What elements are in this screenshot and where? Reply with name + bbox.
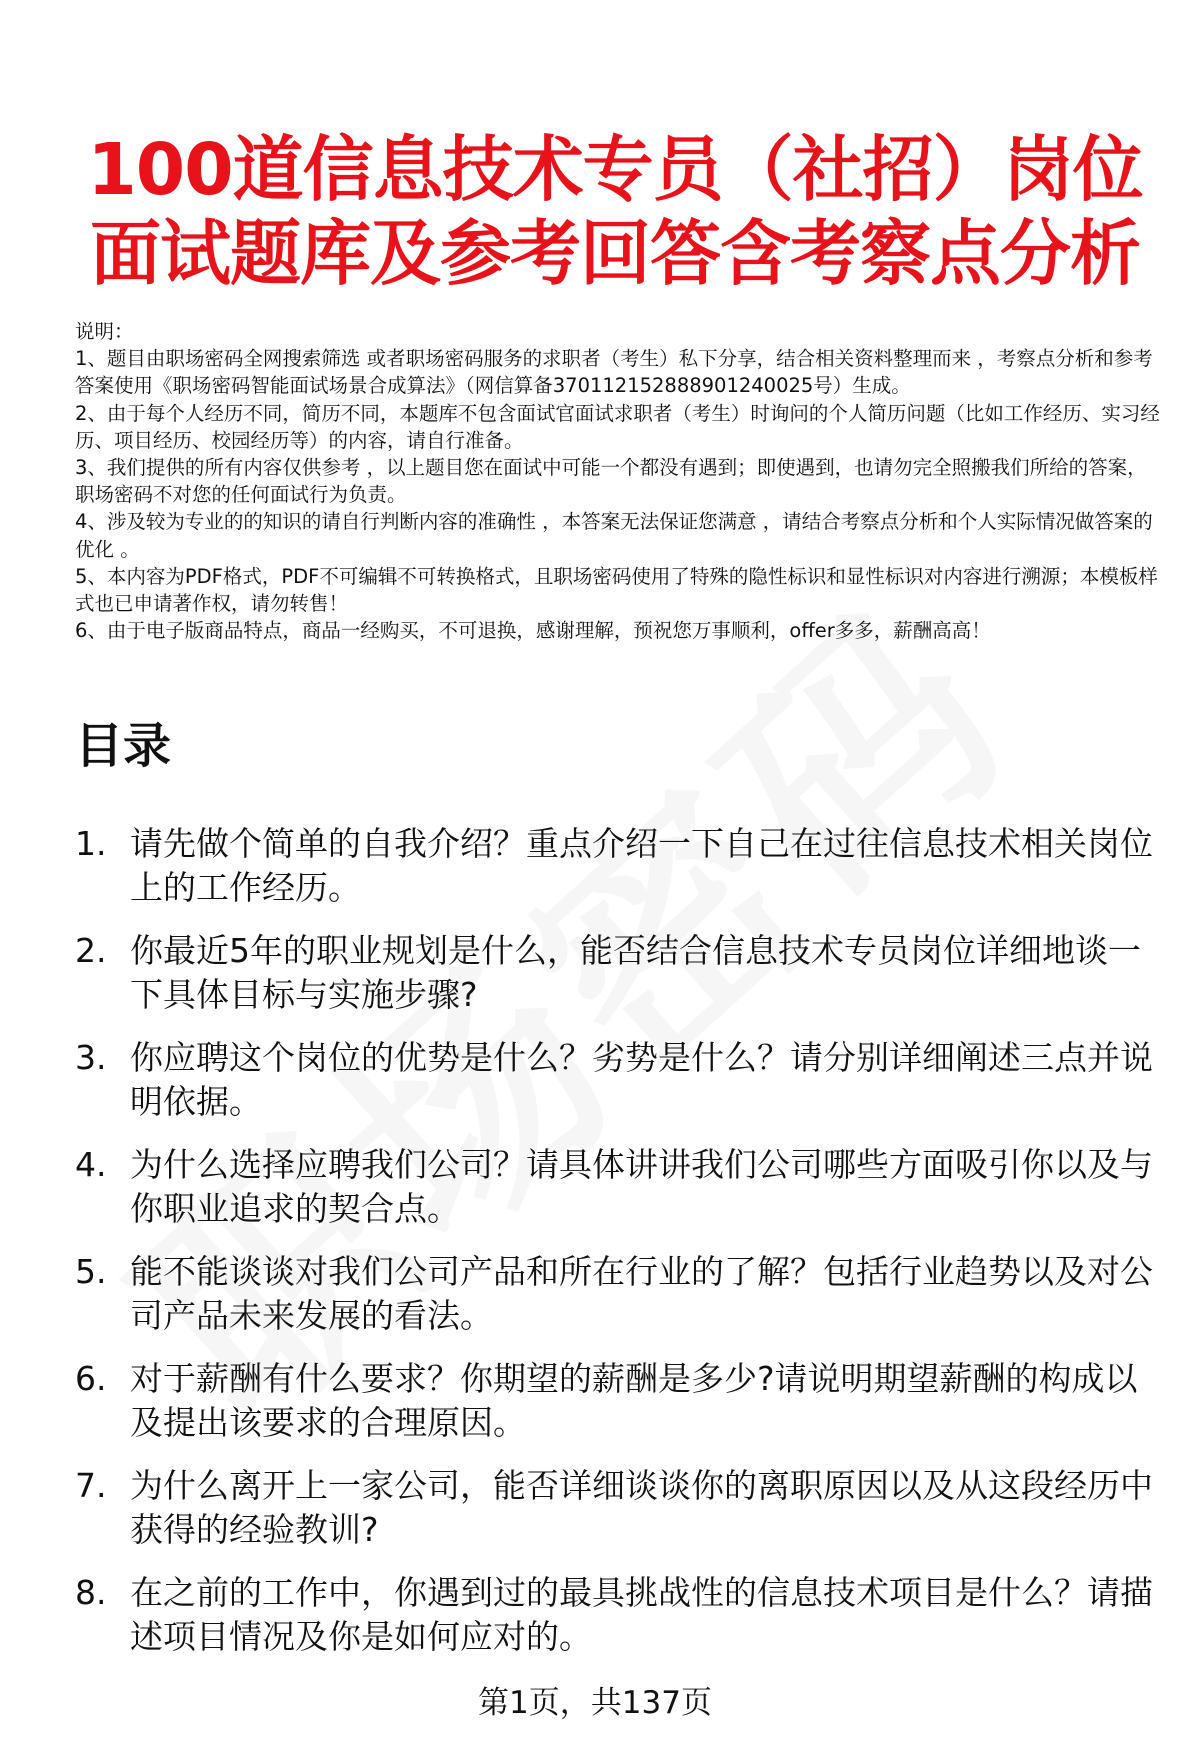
toc-item-number: 7.: [75, 1466, 107, 1505]
toc-item[interactable]: [75, 929, 1165, 1017]
toc-item-number: 3.: [75, 1038, 107, 1077]
note-item: 4、涉及较为专业的的知识的请自行判断内容的准确性 ，本答案无法保证您满意 ，请结合考察点分析和个人实际情况做答案的优化 。: [75, 510, 1153, 561]
toc-item-text: 为什么选择应聘我们公司？请具体讲讲我们公司哪些方面吸引你以及与你职业追求的契合点。: [130, 1145, 1153, 1228]
toc-item-text: 能不能谈谈对我们公司产品和所在行业的了解？包括行业趋势以及对公司产品未来发展的看法。: [130, 1252, 1153, 1335]
toc-item-number: 4.: [75, 1145, 107, 1184]
toc-heading: 目录: [75, 718, 172, 774]
toc-item-text: 在之前的工作中，你遇到过的最具挑战性的信息技术项目是什么？请描述项目情况及你是如何应对的。: [130, 1573, 1153, 1656]
page-number-footer: 第1页，共137页: [478, 1685, 712, 1721]
toc-item[interactable]: [75, 1250, 1165, 1338]
toc-item[interactable]: [75, 822, 1165, 910]
toc-item-number: 1.: [75, 824, 107, 863]
toc-item[interactable]: [75, 1036, 1165, 1124]
notes-section: [75, 318, 1165, 644]
toc-item-number: 5.: [75, 1252, 107, 1291]
notes-heading: 说明：: [75, 320, 134, 343]
toc-item[interactable]: [75, 1143, 1165, 1231]
document-title: 100道信息技术专员（社招）岗位面试题库及参考回答含考察点分析: [87, 128, 1143, 295]
toc-item-text: 对于薪酬有什么要求？你期望的薪酬是多少?请说明期望薪酬的构成以及提出该要求的合理原因。: [130, 1359, 1138, 1442]
note-item: 6、由于电子版商品特点，商品一经购买，不可退换，感谢理解，预祝您万事顺利，offer多多，薪酬高高！: [75, 619, 991, 643]
toc-item[interactable]: [75, 1464, 1165, 1552]
toc-item-text: 你最近5年的职业规划是什么，能否结合信息技术专员岗位详细地谈一下具体目标与实施步骤?: [130, 931, 1141, 1014]
toc-item-number: 6.: [75, 1359, 107, 1398]
toc-list: [75, 822, 1165, 1678]
toc-item-text: 你应聘这个岗位的优势是什么？劣势是什么？请分别详细阐述三点并说明依据。: [130, 1038, 1153, 1121]
note-item: 2、由于每个人经历不同，简历不同，本题库不包含面试官面试求职者（考生）时询问的个人简历问题（比如工作经历、实习经历、项目经历、校园经历等）的内容，请自行准备。: [75, 401, 1160, 452]
toc-item-text: 请先做个简单的自我介绍？重点介绍一下自己在过往信息技术相关岗位上的工作经历。: [130, 824, 1153, 907]
toc-item-text: 为什么离开上一家公司，能否详细谈谈你的离职原因以及从这段经历中获得的经验教训?: [130, 1466, 1153, 1549]
toc-item[interactable]: [75, 1357, 1165, 1445]
note-item: 5、本内容为PDF格式，PDF不可编辑不可转换格式，且职场密码使用了特殊的隐性标识和显性标识对内容进行溯源；本模板样式也已申请著作权，请勿转售！: [75, 564, 1158, 616]
toc-item-number: 8.: [75, 1573, 107, 1612]
toc-item[interactable]: [75, 1571, 1165, 1659]
note-item: 1、题目由职场密码全网搜索筛选 或者职场密码服务的求职者（考生）私下分享，结合相关资料整理而来 ，考察点分析和参考答案使用《职场密码智能面试场景合成算法》（网信算备370112152888901240025号）生成。: [75, 347, 1153, 398]
toc-item-number: 2.: [75, 931, 107, 970]
note-item: 3、我们提供的所有内容仅供参考 ，以上题目您在面试中可能一个都没有遇到；即使遇到，也请勿完全照搬我们所给的答案，职场密码不对您的任何面试行为负责。: [75, 456, 1147, 507]
